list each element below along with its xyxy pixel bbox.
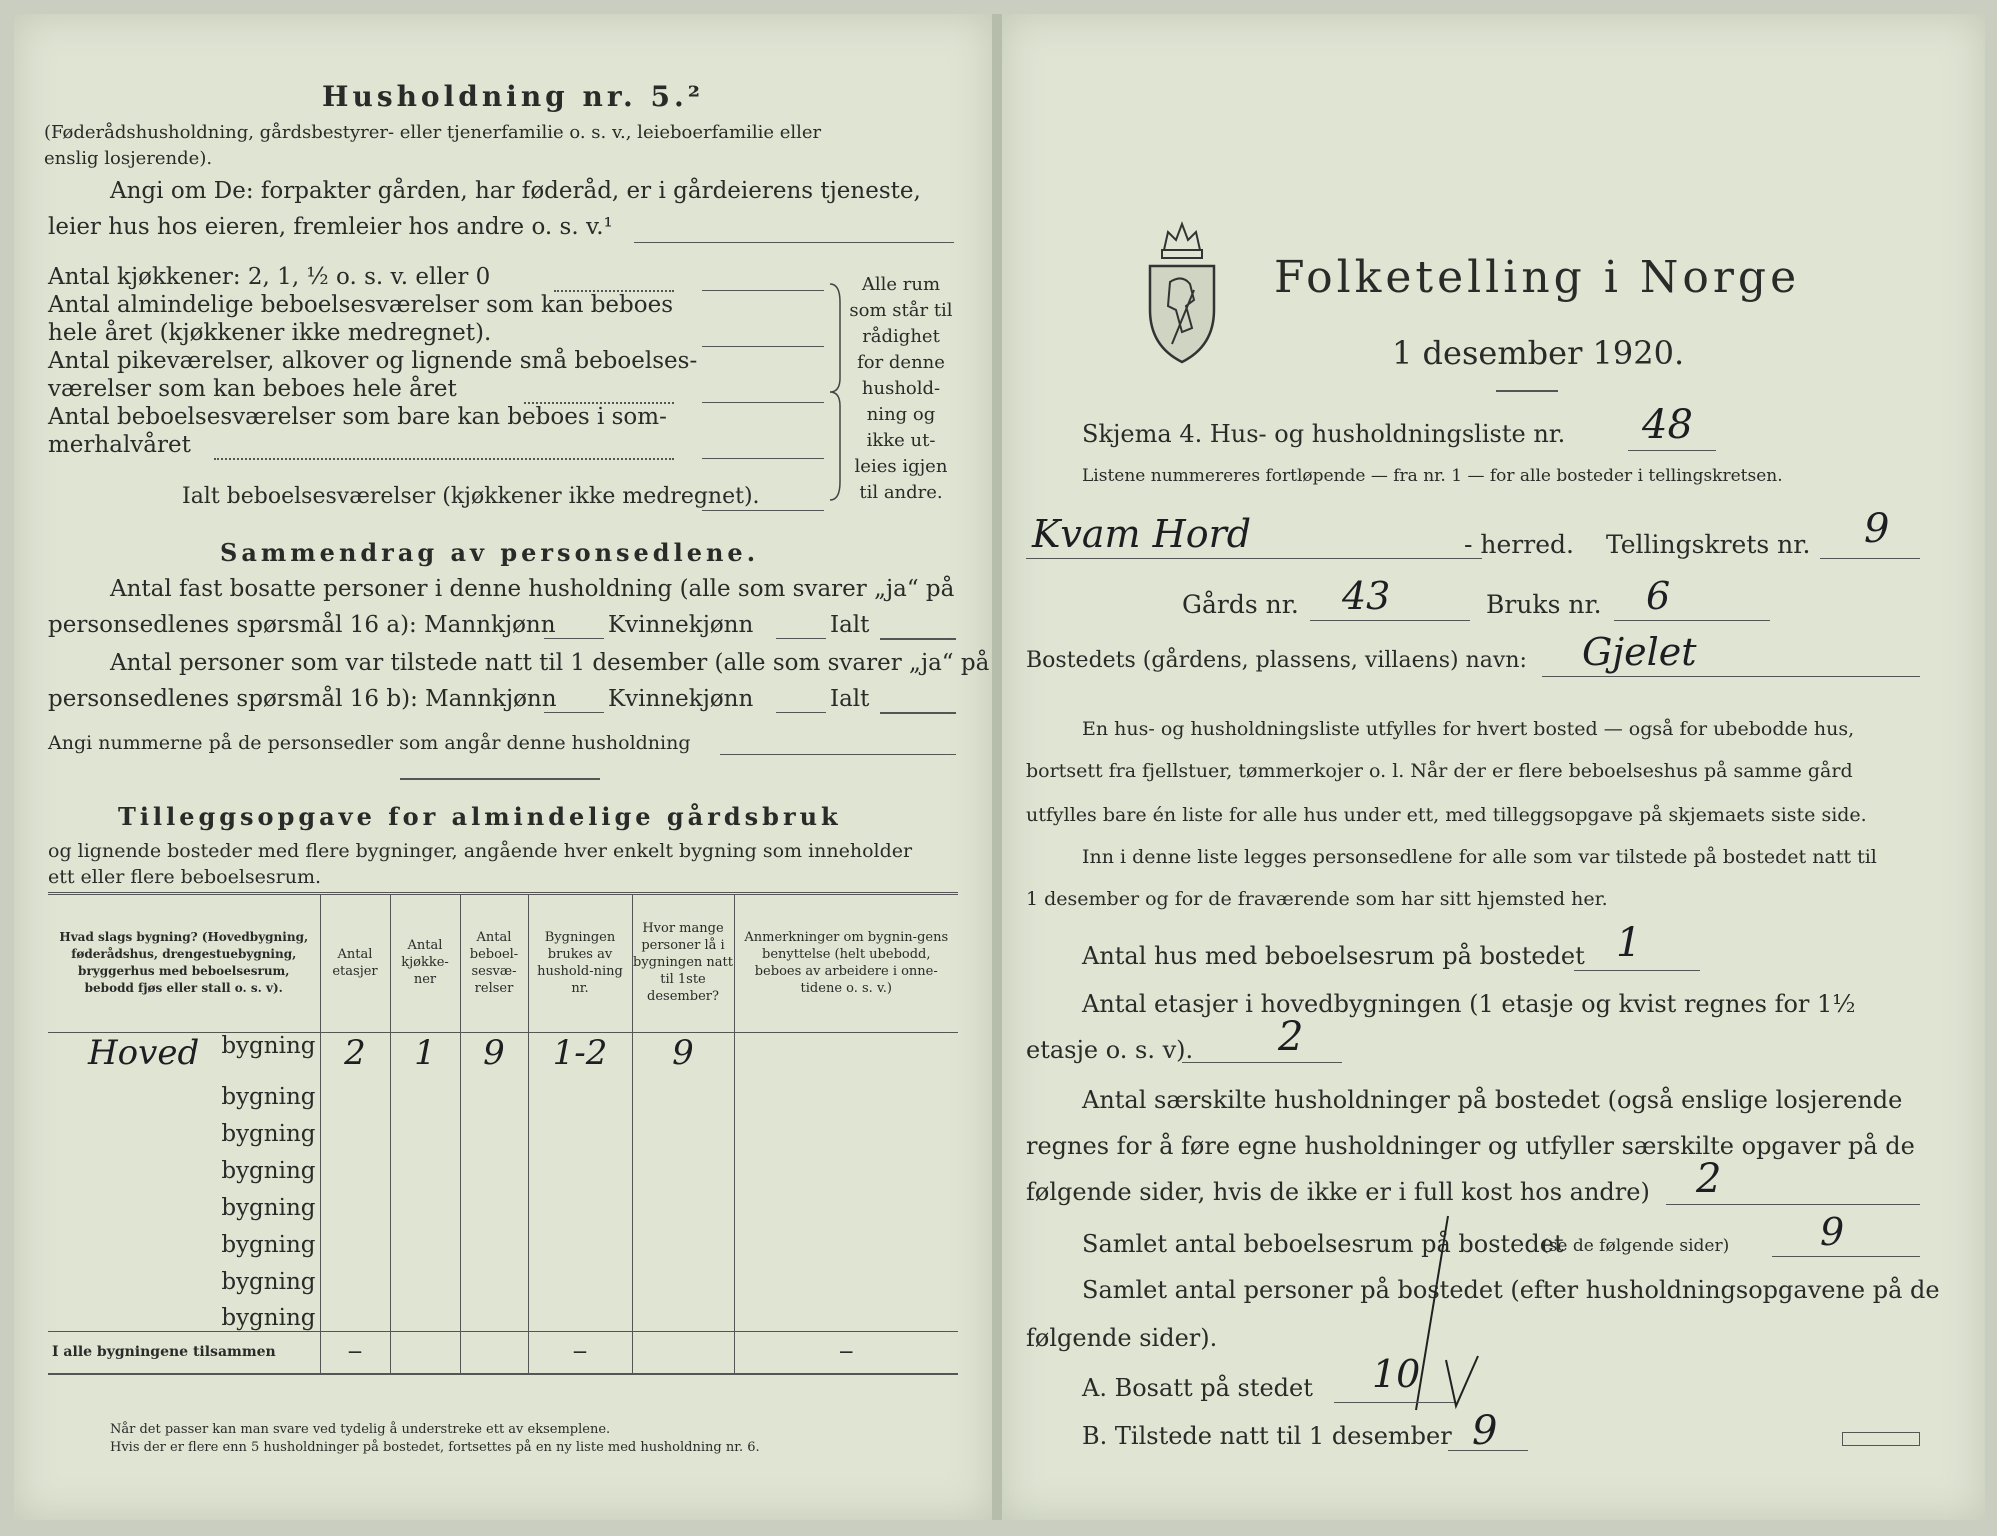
cell-husholdning — [528, 1258, 632, 1295]
side-note-line: ning og — [866, 404, 936, 425]
total-rooms — [460, 1332, 528, 1374]
table-row — [48, 1184, 958, 1221]
side-note-line: hushold- — [861, 378, 941, 399]
small-rooms-label-a: Antal pikeværelser, alkover og lignende små beboelses- — [48, 348, 698, 374]
table-row — [48, 1147, 958, 1184]
cell-personer — [632, 1258, 734, 1295]
cell-vaerelser — [460, 1073, 528, 1110]
cell-etasjer — [320, 1147, 390, 1184]
bosted-label: Bostedets (gårdens, plassens, villaens) navn: — [1026, 648, 1527, 673]
bygning-label: bygning — [221, 1083, 316, 1110]
norway-coat-of-arms-icon — [1142, 210, 1222, 370]
household-intro-2: enslig losjerende). — [44, 148, 213, 169]
houses-label: Antal hus med beboelsesrum på bostedet — [1082, 942, 1585, 970]
side-note-line: Alle rum — [861, 274, 941, 295]
header-kitchens: Antal kjøkke-ner — [390, 894, 460, 1032]
building-type-cell — [48, 1032, 320, 1073]
bosted-value: Gjelet — [1582, 630, 1697, 674]
kitchens-answer-line — [702, 290, 824, 291]
bygning-label: bygning — [221, 1305, 316, 1331]
total-rooms-right-label: Samlet antal beboelsesrum på bostedet — [1082, 1230, 1564, 1258]
cell-kjokkener — [390, 1221, 460, 1258]
supplement-1: og lignende bosteder med flere bygninger, angående hver enkelt bygning som inneholder — [48, 840, 913, 862]
cell-vaerelser — [460, 1221, 528, 1258]
female-1-line — [776, 638, 826, 639]
right-page — [1002, 14, 1985, 1520]
small-rooms-answer-line — [702, 402, 824, 403]
summary-1b: personsedlenes spørsmål 16 a): Mannkjønn — [48, 612, 556, 638]
instructions-5: 1 desember og for de fraværende som har sitt hjemsted her. — [1026, 888, 1608, 910]
households-label-c: følgende sider, hvis de ikke er i full kost hos andre) — [1026, 1178, 1650, 1206]
left-page — [14, 14, 992, 1520]
resident-line — [1334, 1402, 1456, 1403]
households-label-a: Antal særskilte husholdninger på bostedet (også enslige losjerende — [1082, 1086, 1903, 1114]
total-1-line — [880, 638, 956, 640]
cell-anm — [734, 1110, 958, 1147]
cell-anm — [734, 1221, 958, 1258]
building-type-cell — [48, 1110, 320, 1147]
table-row — [48, 1258, 958, 1295]
herred-value: Kvam Hord — [1032, 512, 1252, 556]
cell-etasjer — [320, 1073, 390, 1110]
total-household: — — [528, 1332, 632, 1374]
cell-kjokkener — [390, 1073, 460, 1110]
header-rooms: Antal beboel-sesvæ-relser — [460, 894, 528, 1032]
resident-value: 10 — [1372, 1352, 1421, 1396]
cell-personer — [632, 1147, 734, 1184]
houses-value: 1 — [1616, 920, 1642, 966]
building-type-cell — [48, 1221, 320, 1258]
cell-value: 9 — [672, 1032, 694, 1073]
floors-label-a: Antal etasjer i hovedbygningen (1 etasje og kvist regnes for 1½ — [1082, 990, 1856, 1018]
building-type-cell — [48, 1295, 320, 1332]
cell-personer — [632, 1110, 734, 1147]
bruks-value: 6 — [1646, 574, 1671, 618]
cell-value: 2 — [344, 1032, 366, 1073]
census-date: 1 desember 1920. — [1392, 334, 1685, 372]
cell-vaerelser — [460, 1184, 528, 1221]
persons-label-a: Samlet antal personer på bostedet (efter husholdningsopgavene på de — [1082, 1276, 1940, 1304]
cell-kjokkener — [390, 1258, 460, 1295]
summer-rooms-answer-line — [702, 458, 824, 459]
bygning-label: bygning — [221, 1157, 316, 1184]
schema-number-line — [1628, 450, 1716, 451]
total-kitchens — [390, 1332, 460, 1374]
supplement-title: Tilleggsopgave for almindelige gårdsbruk — [118, 802, 842, 831]
bruks-line — [1614, 620, 1770, 621]
cell-etasjer — [320, 1258, 390, 1295]
female-2-line — [776, 712, 826, 713]
bygning-label: bygning — [221, 1268, 316, 1295]
cell-personer — [632, 1221, 734, 1258]
numbers-answer-line — [720, 754, 956, 755]
cell-personer — [632, 1295, 734, 1332]
side-note-line: ikke ut- — [866, 430, 936, 451]
rooms-side-note — [846, 272, 956, 506]
schema-number-value: 48 — [1642, 402, 1693, 448]
cell-vaerelser — [460, 1110, 528, 1147]
present-line — [1448, 1450, 1528, 1451]
households-label-b: regnes for å føre egne husholdninger og utfyller særskilte opgaver på de — [1026, 1132, 1915, 1160]
footnote-2: Hvis der er flere enn 5 husholdninger på bostedet, fortsettes på en ny liste med husholdning nr. 6. — [110, 1440, 760, 1455]
herred-label: - herred. — [1464, 530, 1574, 559]
cell-vaerelser — [460, 1147, 528, 1184]
buildings-table — [48, 894, 958, 1375]
present-value: 9 — [1472, 1408, 1498, 1454]
female-2-label: Kvinnekjønn — [608, 686, 754, 712]
total-persons — [632, 1332, 734, 1374]
tellingskrets-value: 9 — [1864, 506, 1890, 552]
cell-husholdning — [528, 1073, 632, 1110]
angi-line-2: leier hus hos eieren, fremleier hos andre o. s. v.¹ — [48, 214, 613, 240]
building-type-cell — [48, 1073, 320, 1110]
schema-label: Skjema 4. Hus- og husholdningsliste nr. — [1082, 420, 1566, 448]
male-1-line — [544, 638, 604, 639]
table-row — [48, 1073, 958, 1110]
tellingskrets-line — [1820, 558, 1920, 559]
table-row — [48, 1295, 958, 1332]
census-title: Folketelling i Norge — [1274, 252, 1801, 303]
total-floors: — — [320, 1332, 390, 1374]
side-note-line: for denne — [857, 352, 945, 373]
total-rooms-right-value: 9 — [1820, 1210, 1845, 1254]
building-type-cell — [48, 1147, 320, 1184]
rooms-label-a: Antal almindelige beboelsesværelser som kan beboes — [48, 292, 674, 318]
households-line — [1666, 1204, 1920, 1205]
bygning-label: bygning — [221, 1120, 316, 1147]
table-row — [48, 1221, 958, 1258]
section-divider — [400, 778, 600, 780]
cell-value: 1-2 — [552, 1032, 608, 1073]
summary-1a: Antal fast bosatte personer i denne husholdning (alle som svarer „ja“ på — [110, 576, 955, 602]
bygning-label: bygning — [221, 1194, 316, 1221]
floors-value: 2 — [1278, 1014, 1304, 1060]
cell-value: 1 — [414, 1032, 436, 1073]
kitchens-label: Antal kjøkkener: 2, 1, ½ o. s. v. eller 0 — [48, 264, 491, 290]
total-rooms-label: Ialt beboelsesværelser (kjøkkener ikke medregnet). — [182, 484, 760, 509]
herred-line — [1026, 558, 1482, 559]
cell-anm — [734, 1295, 958, 1332]
cell-personer — [632, 1184, 734, 1221]
footnote-1: Når det passer kan man svare ved tydelig å understreke ett av eksemplene. — [110, 1422, 611, 1437]
cell-husholdning — [528, 1032, 632, 1073]
male-2-line — [544, 712, 604, 713]
total-rooms-note: (se de følgende sider) — [1542, 1236, 1730, 1256]
total-2-line — [880, 712, 956, 714]
floors-line — [1182, 1062, 1342, 1063]
total-label: I alle bygningene tilsammen — [48, 1332, 320, 1374]
instructions-3: utfylles bare én liste for alle hus under ett, med tilleggsopgave på skjemaets siste side. — [1026, 804, 1867, 826]
cell-anm — [734, 1032, 958, 1073]
cell-anm — [734, 1184, 958, 1221]
side-note-line: rådighet — [862, 326, 940, 347]
cell-vaerelser — [460, 1295, 528, 1332]
total-remarks: — — [734, 1332, 958, 1374]
brace-icon — [826, 282, 846, 502]
persons-label-b: følgende sider). — [1026, 1324, 1218, 1352]
cell-husholdning — [528, 1147, 632, 1184]
header-household: Bygningen brukes av hushold-ning nr. — [528, 894, 632, 1032]
bosted-line — [1542, 676, 1920, 677]
households-value: 2 — [1696, 1156, 1722, 1202]
cell-anm — [734, 1147, 958, 1184]
table-header-row — [48, 894, 958, 1032]
gards-label: Gårds nr. — [1182, 590, 1299, 619]
table-body — [48, 1032, 958, 1332]
cell-vaerelser — [460, 1258, 528, 1295]
cell-etasjer — [320, 1295, 390, 1332]
building-type-cell — [48, 1258, 320, 1295]
rooms-answer-line — [702, 346, 824, 347]
checkmark-icon — [1442, 1354, 1482, 1410]
table-row — [48, 1110, 958, 1147]
summer-rooms-dots — [214, 458, 674, 460]
cell-husholdning — [528, 1295, 632, 1332]
header-persons: Hvor mange personer lå i bygningen natt til 1ste desember? — [632, 894, 734, 1032]
table-total-row — [48, 1332, 958, 1374]
cell-etasjer — [320, 1184, 390, 1221]
instructions-4: Inn i denne liste legges personsedlene for alle som var tilstede på bostedet natt til — [1082, 846, 1877, 868]
supplement-2: ett eller flere beboelsesrum. — [48, 866, 322, 888]
side-note-line: som står til — [849, 300, 953, 321]
instructions-1: En hus- og husholdningsliste utfylles for hvert bosted — også for ubebodde hus, — [1082, 718, 1855, 740]
table-row — [48, 1032, 958, 1073]
household-title: Husholdning nr. 5.² — [322, 80, 705, 113]
present-label: B. Tilstede natt til 1 desember — [1082, 1422, 1452, 1450]
cell-kjokkener — [390, 1147, 460, 1184]
side-note-line: leies igjen — [854, 456, 948, 477]
bygning-label: bygning — [221, 1231, 316, 1258]
cell-personer — [632, 1073, 734, 1110]
cell-etasjer — [320, 1032, 390, 1073]
bygning-label: bygning — [221, 1032, 316, 1059]
total-1-label: Ialt — [830, 612, 870, 638]
angi-answer-line — [634, 242, 954, 243]
gards-value: 43 — [1342, 574, 1391, 618]
female-1-label: Kvinnekjønn — [608, 612, 754, 638]
cell-husholdning — [528, 1221, 632, 1258]
total-2-label: Ialt — [830, 686, 870, 712]
header-building-type: Hvad slags bygning? (Hovedbygning, føderådshus, drengestuebygning, bryggerhus med beboelsesrum, bebodd fjøs eller stall o. s. v). — [48, 894, 320, 1032]
angi-line-1: Angi om De: forpakter gården, har føderåd, er i gårdeierens tjeneste, — [110, 178, 921, 204]
bruks-label: Bruks nr. — [1486, 590, 1602, 619]
summary-2a: Antal personer som var tilstede natt til 1 desember (alle som svarer „ja“ på — [110, 650, 990, 676]
cell-etasjer — [320, 1221, 390, 1258]
cell-kjokkener — [390, 1295, 460, 1332]
header-remarks: Anmerkninger om bygnin-gens benyttelse (helt ubebodd, beboes av arbeidere i onne-tidene o. s. v.) — [734, 894, 958, 1032]
summer-rooms-label-a: Antal beboelsesværelser som bare kan beboes i som- — [48, 404, 667, 430]
building-type-value: Hoved — [88, 1032, 200, 1073]
houses-line — [1574, 970, 1700, 971]
cell-anm — [734, 1258, 958, 1295]
cell-personer — [632, 1032, 734, 1073]
summary-title: Sammendrag av personsedlene. — [220, 538, 760, 567]
floors-label-b: etasje o. s. v). — [1026, 1036, 1194, 1064]
title-divider — [1496, 390, 1558, 392]
summer-rooms-label-b: merhalvåret — [48, 432, 191, 458]
book-spine — [992, 14, 1002, 1520]
numbering-note: Listene nummereres fortløpende — fra nr. 1 — for alle bosteder i tellingskretsen. — [1082, 466, 1783, 486]
small-rooms-label-b: værelser som kan beboes hele året — [48, 376, 457, 402]
instructions-2: bortsett fra fjellstuer, tømmerkojer o. l. Når der er flere beboelseshus på samme gård — [1026, 760, 1853, 782]
rooms-label-b: hele året (kjøkkener ikke medregnet). — [48, 320, 492, 346]
summary-2b: personsedlenes spørsmål 16 b): Mannkjønn — [48, 686, 557, 712]
header-floors: Antal etasjer — [320, 894, 390, 1032]
household-intro: (Føderådshusholdning, gårdsbestyrer- eller tjenerfamilie o. s. v., leieboerfamilie eller — [44, 122, 822, 143]
cell-etasjer — [320, 1110, 390, 1147]
cell-kjokkener — [390, 1110, 460, 1147]
total-rooms-right-line — [1772, 1256, 1920, 1257]
cell-kjokkener — [390, 1184, 460, 1221]
side-note-line: til andre. — [859, 482, 943, 503]
resident-label: A. Bosatt på stedet — [1082, 1374, 1313, 1402]
printer-mark — [1842, 1432, 1920, 1446]
cell-anm — [734, 1073, 958, 1110]
total-rooms-answer-line — [702, 510, 824, 511]
building-type-cell — [48, 1184, 320, 1221]
tellingskrets-label: Tellingskrets nr. — [1606, 530, 1811, 559]
gards-line — [1310, 620, 1470, 621]
summary-3: Angi nummerne på de personsedler som angår denne husholdning — [48, 732, 691, 754]
cell-husholdning — [528, 1184, 632, 1221]
cell-value: 9 — [483, 1032, 505, 1073]
cell-husholdning — [528, 1110, 632, 1147]
cell-vaerelser — [460, 1032, 528, 1073]
cell-kjokkener — [390, 1032, 460, 1073]
